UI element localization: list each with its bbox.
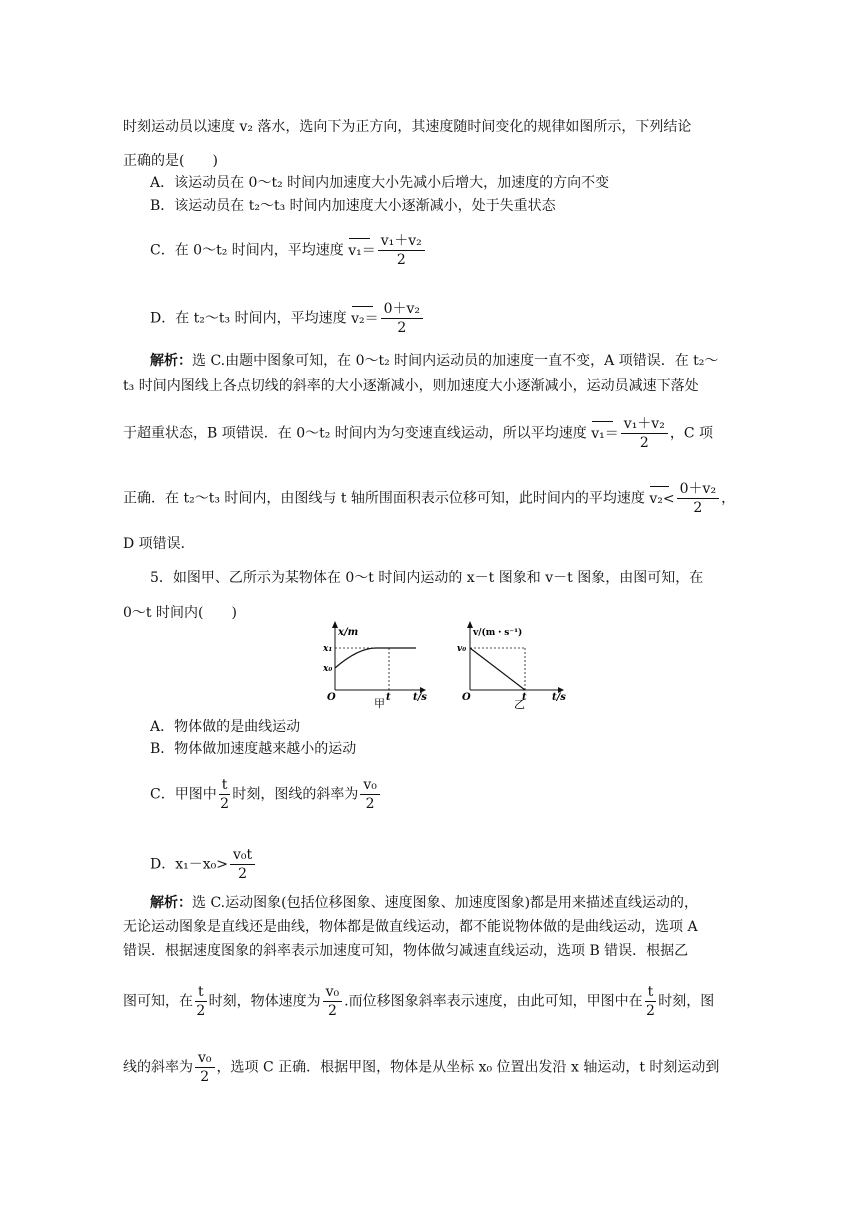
q4-option-d: [150, 300, 425, 337]
denominator: 2: [220, 796, 229, 812]
numerator: t: [645, 983, 657, 1002]
option-text: 时刻，图线的斜率为: [232, 786, 359, 803]
y-axis-arrow: [467, 621, 473, 628]
solution-label: 解析：: [150, 353, 192, 369]
denominator: 2: [396, 252, 406, 268]
solution-fraction: [677, 480, 719, 517]
x-axis-label: t/s: [552, 692, 566, 703]
q5-solution-line4: [123, 983, 714, 1020]
q5-stem-line1: 5．如图甲、乙所示为某物体在 0～t 时间内运动的 x－t 图象和 v－t 图象，由图可知，在: [150, 570, 704, 586]
solution-text: 时刻，图: [658, 993, 715, 1010]
numerator: v₀: [360, 776, 380, 795]
solution-label: 解析：: [150, 895, 192, 911]
solution-text: 线的斜率为: [123, 1059, 193, 1076]
q4-option-c-fraction: [378, 232, 425, 269]
q5-stem-line2: 0～t 时间内( ): [123, 605, 237, 621]
q5-option-d: [150, 846, 257, 883]
numerator: 0＋v₂: [677, 480, 719, 499]
denominator: 2: [200, 1069, 210, 1085]
numerator: 0＋v₂: [381, 300, 423, 319]
avg-velocity: v₁＝: [591, 425, 619, 442]
numerator: t: [195, 983, 207, 1002]
numerator: v₁＋v₂: [621, 415, 668, 434]
q5-option-c: [150, 776, 382, 813]
numerator: v₀t: [230, 846, 255, 865]
q4-solution-line5: D 项错误．: [123, 536, 195, 552]
solution-fraction: [621, 415, 668, 452]
solution-text: 于超重状态，B 项错误．在 0～t₂ 时间内为匀变速直线运动，所以平均速度: [123, 425, 587, 442]
q4-option-c-avg: v₁＝: [348, 242, 376, 259]
denominator: 2: [645, 1003, 655, 1019]
solution-text: 图可知，在: [123, 993, 193, 1010]
t-tick-label: t: [522, 692, 527, 703]
q4-option-c: [150, 232, 427, 269]
denominator: 2: [639, 435, 649, 451]
denominator: 2: [365, 796, 375, 812]
t-over-2-fraction: [195, 983, 207, 1020]
solution-text: 时刻，物体速度为: [208, 993, 321, 1010]
numerator: t: [219, 776, 231, 795]
figure-caption: 乙: [514, 698, 525, 711]
origin-label: O: [327, 692, 336, 703]
q4-stem-line2: 正确的是( ): [123, 153, 218, 169]
vt-line: [470, 648, 525, 690]
v0-over-2-fraction: [195, 1049, 215, 1086]
t-over-2-fraction: [645, 983, 657, 1020]
q4-option-b: B．该运动员在 t₂～t₃ 时间内加速度大小逐渐减小，处于失重状态: [150, 198, 556, 214]
solution-text: 选 C.由题中图象可知，在 0～t₂ 时间内运动员的加速度一直不变，A 项错误．在 t₂～: [192, 353, 719, 369]
solution-text: ，选项 C 正确．根据甲图，物体是从坐标 x₀ 位置出发沿 x 轴运动，t 时刻运动到: [216, 1059, 720, 1076]
option-text: C．甲图中: [150, 786, 217, 803]
q4-option-a: A．该运动员在 0～t₂ 时间内加速度大小先减小后增大，加速度的方向不变: [150, 175, 610, 191]
t-tick-label: t: [386, 692, 391, 703]
solution-text: ，C 项: [669, 425, 713, 442]
t-over-2-fraction: [219, 776, 231, 813]
q5-option-b: B．物体做加速度越来越小的运动: [150, 741, 357, 757]
denominator: 2: [196, 1003, 206, 1019]
xt-curve: [335, 648, 416, 668]
denominator: 2: [238, 866, 248, 882]
y-axis-label: x/m: [338, 627, 359, 638]
q5-solution-line5: [123, 1049, 719, 1086]
y-axis-label: v/(m・s⁻¹): [473, 628, 523, 638]
solution-text: ，: [721, 490, 736, 507]
q4-solution-line3: [123, 415, 713, 452]
solution-text: 正确．在 t₂～t₃ 时间内，由图线与 t 轴所围面积表示位移可知，此时间内的平均速度: [123, 490, 645, 507]
avg-velocity: v₂<: [649, 490, 675, 507]
v0t-over-2-fraction: [230, 846, 255, 883]
q4-stem-line1: 时刻运动员以速度 v₂ 落水，选向下为正方向，其速度随时间变化的规律如图所示，下列结论: [123, 119, 692, 135]
denominator: 2: [327, 1003, 337, 1019]
solution-text: 选 C.运动图象(包括位移图象、速度图象、加速度图象)都是用来描述直线运动的，: [192, 895, 699, 911]
figure-jia-xt-graph: [318, 620, 428, 712]
q4-option-d-avg: v₂＝: [351, 310, 379, 327]
q4-option-d-text: D．在 t₂～t₃ 时间内，平均速度: [150, 310, 347, 327]
origin-label: O: [462, 692, 471, 703]
figure-yi-vt-graph: [454, 620, 574, 712]
q5-solution-line1: [150, 893, 698, 913]
option-text: D．x₁－x₀>: [150, 856, 228, 873]
v0-over-2-fraction: [323, 983, 343, 1020]
x1-label: x₁: [323, 644, 333, 654]
q4-solution-line2: t₃ 时间内图线上各点切线的斜率的大小逐渐减小，则加速度大小逐渐减小，运动员减速下落处: [123, 378, 699, 394]
denominator: 2: [397, 320, 407, 336]
q5-solution-line2: 无论运动图象是直线还是曲线，物体都是做直线运动，都不能说物体做的是曲线运动，选项 A: [123, 919, 698, 935]
v0-label: v₀: [457, 644, 467, 654]
q4-solution-line1: [150, 351, 718, 371]
q4-option-d-fraction: [381, 300, 423, 337]
v0-over-2-fraction: [360, 776, 380, 813]
q4-solution-line4: [123, 480, 735, 517]
numerator: v₀: [323, 983, 343, 1002]
q4-option-c-text: C．在 0～t₂ 时间内，平均速度: [150, 242, 344, 259]
q5-solution-line3: 错误．根据速度图象的斜率表示加速度可知，物体做匀减速直线运动，选项 B 错误．根据乙: [123, 943, 689, 959]
x-axis-label: t/s: [413, 692, 427, 703]
denominator: 2: [693, 500, 703, 516]
numerator: v₁＋v₂: [378, 232, 425, 251]
x0-label: x₀: [323, 664, 333, 674]
numerator: v₀: [195, 1049, 215, 1068]
q5-option-a: A．物体做的是曲线运动: [150, 719, 301, 735]
solution-text: .而位移图象斜率表示速度，由此可知，甲图中在: [344, 993, 643, 1010]
figure-caption: 甲: [374, 697, 385, 710]
